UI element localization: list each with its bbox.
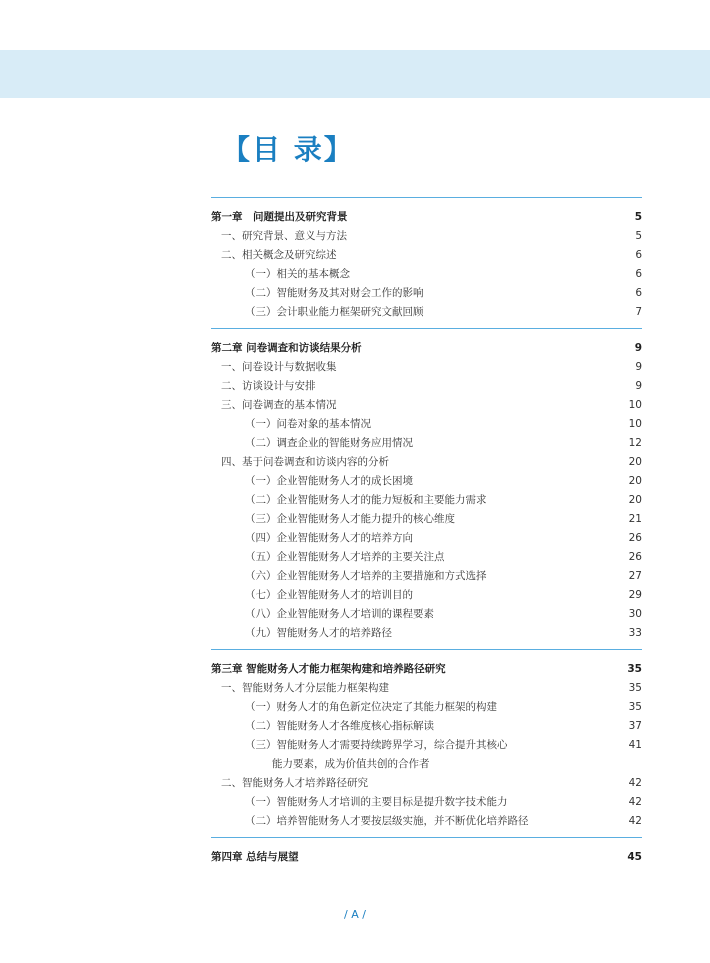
chapter-block (211, 197, 642, 322)
toc-entry-page-number: 27 (628, 570, 642, 582)
toc-entry[interactable] (211, 567, 642, 586)
toc-entry[interactable] (211, 774, 642, 793)
toc-entry-page-number: 9 (635, 361, 642, 373)
toc-entry[interactable] (211, 303, 642, 322)
toc-entry-page-number: 42 (628, 777, 642, 789)
toc-entry-label: （一）问卷对象的基本情况 (245, 418, 371, 430)
toc-entry-label: 三、问卷调查的基本情况 (221, 399, 337, 411)
chapter-block (211, 837, 642, 867)
chapter-title: 第一章 问题提出及研究背景 (211, 211, 348, 223)
toc-entry-page-number: 6 (635, 268, 642, 280)
toc-entry[interactable] (211, 472, 642, 491)
toc-entry[interactable] (211, 548, 642, 567)
toc-entry[interactable] (211, 377, 642, 396)
toc-entry-page-number: 5 (635, 230, 642, 242)
header-band (0, 50, 710, 98)
chapter-title: 第四章 总结与展望 (211, 851, 299, 863)
toc-entry-page-number: 35 (628, 701, 642, 713)
toc-entry-label: 二、访谈设计与安排 (221, 380, 316, 392)
toc-entry-label: （七）企业智能财务人才的培训目的 (245, 589, 413, 601)
toc-entry-page-number: 20 (628, 456, 642, 468)
toc-entry-page-number: 26 (628, 532, 642, 544)
toc-entry-page-number: 37 (628, 720, 642, 732)
toc-chapter-entry[interactable] (211, 208, 642, 227)
toc-entry-page-number: 30 (628, 608, 642, 620)
toc-entry-page-number: 6 (635, 287, 642, 299)
toc-entry-label: （一）财务人才的角色新定位决定了其能力框架的构建 (245, 701, 497, 713)
toc-entry-label: （四）企业智能财务人才的培养方向 (245, 532, 413, 544)
toc-entry[interactable] (211, 265, 642, 284)
toc-entry[interactable] (211, 736, 642, 755)
toc-entry-label: （二）企业智能财务人才的能力短板和主要能力需求 (245, 494, 487, 506)
toc-entry[interactable] (211, 624, 642, 643)
toc-entry[interactable] (211, 812, 642, 831)
toc-entry-label: 一、问卷设计与数据收集 (221, 361, 337, 373)
toc-entry-label: 二、相关概念及研究综述 (221, 249, 337, 261)
toc-entry-label: （八）企业智能财务人才培训的课程要素 (245, 608, 434, 620)
toc-entry-label: （二）培养智能财务人才要按层级实施，并不断优化培养路径 (245, 815, 529, 827)
toc-entry[interactable] (211, 529, 642, 548)
toc-entry-page-number: 7 (635, 306, 642, 318)
chapter-page-number: 45 (627, 851, 642, 863)
chapter-page-number: 5 (634, 211, 642, 223)
toc-entry[interactable] (211, 358, 642, 377)
toc-entry[interactable] (211, 246, 642, 265)
toc-entry[interactable] (211, 679, 642, 698)
toc-entry-page-number: 10 (628, 399, 642, 411)
toc-entry-label: （一）智能财务人才培训的主要目标是提升数字技术能力 (245, 796, 508, 808)
toc-entry[interactable] (211, 755, 642, 774)
toc-entry[interactable] (211, 605, 642, 624)
table-of-contents (211, 197, 642, 873)
toc-entry-label: （六）企业智能财务人才培养的主要措施和方式选择 (245, 570, 487, 582)
chapter-block (211, 328, 642, 643)
page-number: / A / (344, 908, 366, 921)
toc-chapter-entry[interactable] (211, 848, 642, 867)
toc-entry-label: （二）调查企业的智能财务应用情况 (245, 437, 413, 449)
toc-entry-label: （二）智能财务人才各维度核心指标解读 (245, 720, 434, 732)
toc-entry-page-number: 6 (635, 249, 642, 261)
toc-entry[interactable] (211, 415, 642, 434)
toc-entry-label: （三）会计职业能力框架研究文献回顾 (245, 306, 424, 318)
chapter-title: 第二章 问卷调查和访谈结果分析 (211, 342, 362, 354)
toc-entry-label: 一、研究背景、意义与方法 (221, 230, 347, 242)
toc-entry-page-number: 10 (628, 418, 642, 430)
toc-entry[interactable] (211, 491, 642, 510)
chapter-title: 第三章 智能财务人才能力框架构建和培养路径研究 (211, 663, 446, 675)
toc-entry[interactable] (211, 510, 642, 529)
toc-entry-label: （三）智能财务人才需要持续跨界学习，综合提升其核心 (245, 739, 508, 751)
toc-entry-label: （五）企业智能财务人才培养的主要关注点 (245, 551, 445, 563)
toc-entry-label: 二、智能财务人才培养路径研究 (221, 777, 368, 789)
toc-entry[interactable] (211, 717, 642, 736)
toc-entry-label: （二）智能财务及其对财会工作的影响 (245, 287, 424, 299)
toc-entry-page-number: 20 (628, 475, 642, 487)
toc-entry-page-number: 29 (628, 589, 642, 601)
toc-entry-page-number: 21 (628, 513, 642, 525)
chapter-block (211, 649, 642, 831)
toc-entry-page-number: 12 (628, 437, 642, 449)
chapter-page-number: 9 (634, 342, 642, 354)
toc-entry[interactable] (211, 698, 642, 717)
toc-entry-page-number: 35 (628, 682, 642, 694)
toc-entry-label: （一）企业智能财务人才的成长困境 (245, 475, 413, 487)
toc-entry[interactable] (211, 586, 642, 605)
toc-entry-label: （三）企业智能财务人才能力提升的核心维度 (245, 513, 455, 525)
toc-entry-label: 一、智能财务人才分层能力框架构建 (221, 682, 389, 694)
toc-entry-page-number: 20 (628, 494, 642, 506)
toc-chapter-entry[interactable] (211, 339, 642, 358)
toc-entry-page-number: 9 (635, 380, 642, 392)
toc-chapter-entry[interactable] (211, 660, 642, 679)
toc-entry-page-number: 42 (628, 796, 642, 808)
toc-entry-label: 能力要素，成为价值共创的合作者 (272, 758, 430, 770)
toc-entry[interactable] (211, 793, 642, 812)
toc-entry-page-number: 33 (628, 627, 642, 639)
toc-entry[interactable] (211, 284, 642, 303)
chapter-page-number: 35 (627, 663, 642, 675)
page-title: 【目 录】 (222, 133, 354, 166)
toc-entry[interactable] (211, 453, 642, 472)
toc-entry-label: （九）智能财务人才的培养路径 (245, 627, 392, 639)
toc-entry-page-number: 41 (628, 739, 642, 751)
toc-entry-label: （一）相关的基本概念 (245, 268, 350, 280)
toc-entry-page-number: 42 (628, 815, 642, 827)
toc-entry[interactable] (211, 227, 642, 246)
toc-entry[interactable] (211, 434, 642, 453)
toc-entry-page-number: 26 (628, 551, 642, 563)
toc-entry[interactable] (211, 396, 642, 415)
toc-entry-label: 四、基于问卷调查和访谈内容的分析 (221, 456, 389, 468)
